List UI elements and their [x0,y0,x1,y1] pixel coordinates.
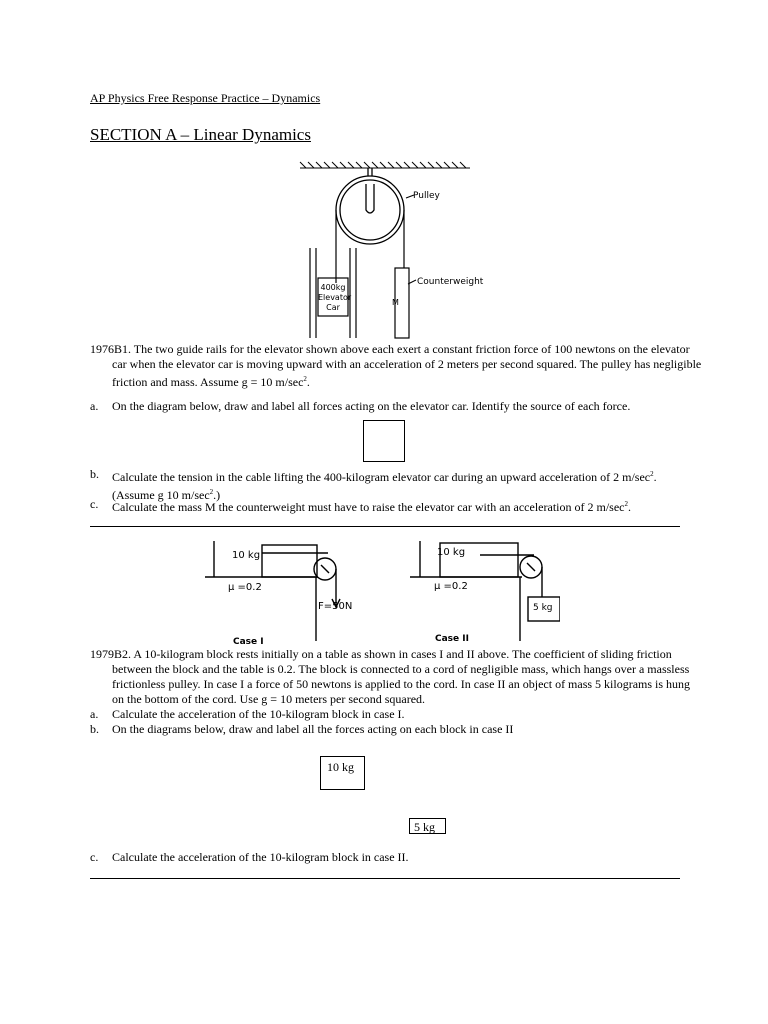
elevator-fbd-box[interactable] [363,420,405,462]
q2-part-a: Calculate the acceleration of the 10-kilogram block in case I. [112,707,405,721]
q2-part-a-label: a. [90,707,99,721]
q1-b-text1: Calculate the tension in the cable lifting the 400-kilogram elevator car during an upward acceleration of 2 m/sec [112,470,651,484]
case1-mu-label: μ =0.2 [228,582,262,593]
divider-2 [90,878,680,879]
case1-figure [205,541,340,641]
block-10kg-label: 10 kg [327,760,354,774]
block-10kg-box[interactable] [320,756,365,790]
q1-b-exp2: 2 [209,488,214,496]
case2-mu-label: μ =0.2 [434,581,468,592]
q2-part-b-label: b. [90,722,99,736]
q2-part-b: On the diagrams below, draw and label all the forces acting on each block in case II [112,722,514,736]
q2-part-c-label: c. [90,850,99,864]
car-mass: 400kg [320,283,346,292]
block-5kg-label: 5 kg [414,820,435,834]
q1-part-b-label: b. [90,467,99,481]
case2-block-label: 10 kg [437,547,466,558]
q1-exp: 2 [303,375,307,383]
elevator-car-label [318,283,352,313]
q2-part-c: Calculate the acceleration of the 10-kilogram block in case II. [112,850,409,864]
q1-c-text: Calculate the mass M the counterweight must have to raise the elevator car with an acceleration of 2 m/sec [112,500,625,514]
q1-b-exp1: 2 [650,470,654,478]
pulley [336,168,404,244]
case1-caption: Case I [233,637,264,647]
case2-figure [410,541,560,641]
divider-1 [90,526,680,527]
case1-force-label: F=50N [318,601,353,612]
block-5kg-box[interactable] [409,818,446,834]
car-label-line2: Elevator [318,293,352,302]
q1-b-text2: . (Assume g 10 m/sec [112,470,657,502]
case1-block-label: 10 kg [232,550,261,561]
q1-b-text3: .) [213,488,221,502]
m-label: M [392,298,399,307]
section-title: SECTION A – Linear Dynamics [90,125,311,144]
document-header: AP Physics Free Response Practice – Dynamics [90,91,321,105]
case2-caption: Case II [435,634,469,644]
q1-c-end: . [627,500,631,514]
q1-intro [90,342,702,390]
pulley-label: Pulley [413,191,440,201]
q1-intro-text: 1976B1. The two guide rails for the elevator shown above each exert a constant friction force of 100 newtons on the elevator car when the elevator car is moving upward with an acceleration of 2 meters per second squared. The pulley has negligible friction and mass. Assume g = 10 m/sec [90,342,702,389]
q1-intro-end: . [306,375,310,389]
q1-part-a: On the diagram below, draw and label all forces acting on the elevator car. Identify the source of each force. [112,399,631,413]
elevator-diagram [290,158,490,348]
q1-part-a-label: a. [90,399,99,413]
q1-part-c-label: c. [90,497,99,511]
case2-hanging-label: 5 kg [533,603,553,613]
q1-part-c [112,497,682,515]
ceiling [300,162,470,168]
car-label-line3: Car [326,303,340,312]
q2-intro: 1979B2. A 10-kilogram block rests initially on a table as shown in cases I and II above. The coefficient of sliding friction between the block and the table is 0.2. The block is connected to a cord of negligible mass, which hangs over a massless frictionless pulley. In case I a force of 50 newtons is applied to the cord. In case II an object of mass 5 kilograms is hung on the bottom of the cord. Use g = 10 meters per second squared. [90,647,691,706]
q1-c-exp: 2 [624,500,628,508]
counterweight-label: Counterweight [417,277,484,287]
